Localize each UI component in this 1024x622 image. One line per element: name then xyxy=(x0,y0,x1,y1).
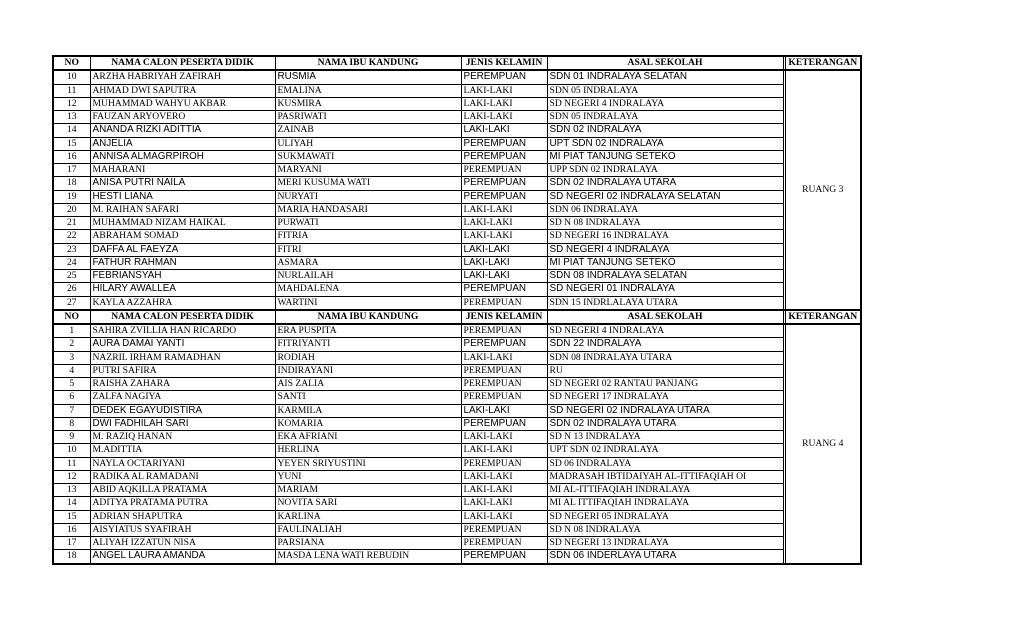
cell-ibu: PASRIWATI xyxy=(275,111,461,124)
cell-jk: PEREMPUAN xyxy=(461,296,547,310)
cell-jk: LAKI-LAKI xyxy=(461,84,547,97)
cell-nama: AISYIATUS SYAFIRAH xyxy=(90,523,275,536)
cell-nama: HILARY AWALLEA xyxy=(90,283,275,296)
table-row xyxy=(53,296,861,310)
cell-asal: SDN 05 INDRALAYA xyxy=(547,111,783,124)
table-row xyxy=(53,203,861,216)
cell-asal: SD NEGERI 02 RANTAU PANJANG xyxy=(547,378,783,391)
cell-no: 3 xyxy=(53,351,90,364)
column-gap xyxy=(783,537,785,550)
table-row xyxy=(53,111,861,124)
table-row xyxy=(53,124,861,137)
table-row xyxy=(53,484,861,497)
cell-ibu: YEYEN SRIYUSTINI xyxy=(275,457,461,470)
cell-jk: PEREMPUAN xyxy=(461,150,547,163)
table-row xyxy=(53,523,861,536)
cell-asal: MI PIAT TANJUNG SETEKO xyxy=(547,150,783,163)
cell-jk: PEREMPUAN xyxy=(461,190,547,203)
cell-jk: PEREMPUAN xyxy=(461,523,547,536)
cell-jk: LAKI-LAKI xyxy=(461,510,547,523)
cell-nama: ARZHA HABRIYAH ZAFIRAH xyxy=(90,70,275,84)
cell-jk: LAKI-LAKI xyxy=(461,97,547,110)
cell-nama: ADITYA PRATAMA PUTRA xyxy=(90,497,275,510)
cell-ibu: RUSMIA xyxy=(275,70,461,84)
cell-asal: SD N 13 INDRALAYA xyxy=(547,431,783,444)
cell-asal: SDN 06 INDERLAYA UTARA xyxy=(547,550,783,564)
column-gap xyxy=(783,497,785,510)
column-gap xyxy=(783,484,785,497)
column-gap xyxy=(783,230,785,243)
student-table-body xyxy=(53,56,861,564)
cell-ibu: WARTINI xyxy=(275,296,461,310)
column-gap xyxy=(783,164,785,177)
cell-nama: MUHAMMAD NIZAM HAIKAL xyxy=(90,217,275,230)
cell-ibu: KARLINA xyxy=(275,510,461,523)
cell-no: 19 xyxy=(53,190,90,203)
cell-asal: SD NEGERI 05 INDRALAYA xyxy=(547,510,783,523)
cell-no: 6 xyxy=(53,391,90,404)
cell-asal: RU xyxy=(547,364,783,377)
cell-asal: MADRASAH IBTIDAIYAH AL-ITTIFAQIAH OI xyxy=(547,470,783,483)
cell-jk: LAKI-LAKI xyxy=(461,111,547,124)
table-row xyxy=(53,510,861,523)
column-gap xyxy=(783,338,785,351)
cell-no: 9 xyxy=(53,431,90,444)
cell-ibu: MARIAM xyxy=(275,484,461,497)
cell-jk: PEREMPUAN xyxy=(461,137,547,150)
cell-ibu: FITRI xyxy=(275,243,461,256)
cell-ibu: ULIYAH xyxy=(275,137,461,150)
table-row xyxy=(53,351,861,364)
table-row xyxy=(53,391,861,404)
cell-jk: PEREMPUAN xyxy=(461,457,547,470)
cell-ibu: ASMARA xyxy=(275,256,461,269)
cell-no: 17 xyxy=(53,164,90,177)
cell-nama: M. RAIHAN SAFARI xyxy=(90,203,275,216)
cell-ibu: FITRIA xyxy=(275,230,461,243)
cell-jk: PEREMPUAN xyxy=(461,417,547,430)
cell-no: 20 xyxy=(53,203,90,216)
column-header-no: NO xyxy=(53,56,90,70)
cell-ibu: MARYANI xyxy=(275,164,461,177)
cell-nama: FATHUR RAHMAN xyxy=(90,256,275,269)
column-gap xyxy=(783,404,785,417)
column-header-ibu: NAMA IBU KANDUNG xyxy=(275,310,461,324)
cell-asal: SDN 08 INDRALAYA SELATAN xyxy=(547,270,783,283)
column-gap xyxy=(783,256,785,269)
cell-jk: PEREMPUAN xyxy=(461,283,547,296)
column-header-keterangan: KETERANGAN xyxy=(785,310,861,324)
column-gap xyxy=(783,296,785,310)
cell-ibu: PURWATI xyxy=(275,217,461,230)
column-header-jk: JENIS KELAMIN xyxy=(461,56,547,70)
cell-no: 7 xyxy=(53,404,90,417)
cell-asal: SD NEGERI 01 INDRALAYA xyxy=(547,283,783,296)
table-row xyxy=(53,431,861,444)
cell-jk: LAKI-LAKI xyxy=(461,256,547,269)
table-row xyxy=(53,84,861,97)
cell-jk: PEREMPUAN xyxy=(461,338,547,351)
cell-asal: SD N 08 INDRALAYA xyxy=(547,217,783,230)
cell-jk: LAKI-LAKI xyxy=(461,431,547,444)
cell-ibu: NURYATI xyxy=(275,190,461,203)
cell-nama: M.ADITTIA xyxy=(90,444,275,457)
student-table xyxy=(52,55,862,565)
table-row xyxy=(53,324,861,338)
table-row xyxy=(53,364,861,377)
cell-no: 8 xyxy=(53,417,90,430)
cell-nama: DAFFA AL FAEYZA xyxy=(90,243,275,256)
cell-no: 12 xyxy=(53,470,90,483)
cell-asal: SDN 08 INDRALAYA UTARA xyxy=(547,351,783,364)
cell-no: 18 xyxy=(53,550,90,564)
cell-jk: PEREMPUAN xyxy=(461,537,547,550)
table-row xyxy=(53,270,861,283)
column-header-ibu: NAMA IBU KANDUNG xyxy=(275,56,461,70)
column-gap xyxy=(783,283,785,296)
cell-asal: SD NEGERI 16 INDRALAYA xyxy=(547,230,783,243)
cell-asal: SD NEGERI 4 INDRALAYA xyxy=(547,243,783,256)
column-header-nama: NAMA CALON PESERTA DIDIK xyxy=(90,56,275,70)
cell-ibu: SANTI xyxy=(275,391,461,404)
table-row xyxy=(53,230,861,243)
cell-asal: SD NEGERI 02 INDRALAYA SELATAN xyxy=(547,190,783,203)
table-row xyxy=(53,283,861,296)
table-row xyxy=(53,243,861,256)
cell-ibu: RODIAH xyxy=(275,351,461,364)
cell-ibu: KARMILA xyxy=(275,404,461,417)
column-gap xyxy=(783,111,785,124)
table-row xyxy=(53,457,861,470)
cell-no: 10 xyxy=(53,70,90,84)
column-gap xyxy=(783,470,785,483)
cell-asal: SDN 15 INDRLALAYA UTARA xyxy=(547,296,783,310)
table-row xyxy=(53,217,861,230)
cell-no: 22 xyxy=(53,230,90,243)
column-gap xyxy=(783,270,785,283)
cell-nama: ANISA PUTRI NAILA xyxy=(90,177,275,190)
cell-jk: LAKI-LAKI xyxy=(461,484,547,497)
cell-asal: SDN 02 INDRALAYA xyxy=(547,124,783,137)
column-gap xyxy=(783,243,785,256)
cell-no: 10 xyxy=(53,444,90,457)
cell-jk: LAKI-LAKI xyxy=(461,497,547,510)
cell-jk: LAKI-LAKI xyxy=(461,230,547,243)
table-row xyxy=(53,97,861,110)
cell-ibu: MASDA LENA WATI REBUDIN xyxy=(275,550,461,564)
table-row xyxy=(53,177,861,190)
cell-nama: M. RAZIQ HANAN xyxy=(90,431,275,444)
cell-no: 11 xyxy=(53,84,90,97)
cell-no: 25 xyxy=(53,270,90,283)
cell-no: 2 xyxy=(53,338,90,351)
cell-asal: MI AL ITTIFAQIAH INDRALAYA xyxy=(547,497,783,510)
cell-jk: PEREMPUAN xyxy=(461,177,547,190)
cell-ibu: KUSMIRA xyxy=(275,97,461,110)
cell-asal: SDN 01 INDRALAYA SELATAN xyxy=(547,70,783,84)
cell-nama: RAISHA ZAHARA xyxy=(90,378,275,391)
column-gap xyxy=(783,190,785,203)
cell-ibu: FAULINALIAH xyxy=(275,523,461,536)
cell-nama: ABID AQKILLA PRATAMA xyxy=(90,484,275,497)
column-gap xyxy=(783,137,785,150)
cell-jk: PEREMPUAN xyxy=(461,378,547,391)
table-row xyxy=(53,150,861,163)
cell-jk: LAKI-LAKI xyxy=(461,217,547,230)
cell-no: 1 xyxy=(53,324,90,338)
cell-no: 16 xyxy=(53,523,90,536)
cell-ibu: NURLAILAH xyxy=(275,270,461,283)
cell-asal: SD 06 INDRALAYA xyxy=(547,457,783,470)
cell-jk: LAKI-LAKI xyxy=(461,270,547,283)
cell-asal: SD NEGERI 4 INDRALAYA xyxy=(547,97,783,110)
column-header-keterangan: KETERANGAN xyxy=(785,56,861,70)
cell-nama: ANGEL LAURA AMANDA xyxy=(90,550,275,564)
cell-nama: AURA DAMAI YANTI xyxy=(90,338,275,351)
cell-no: 12 xyxy=(53,97,90,110)
cell-jk: LAKI-LAKI xyxy=(461,444,547,457)
cell-nama: NAZRIL IRHAM RAMADHAN xyxy=(90,351,275,364)
table-row xyxy=(53,137,861,150)
cell-asal: UPT SDN 02 INDRALAYA xyxy=(547,444,783,457)
cell-no: 21 xyxy=(53,217,90,230)
cell-asal: SDN 22 INDRALAYA xyxy=(547,338,783,351)
cell-no: 17 xyxy=(53,537,90,550)
cell-jk: LAKI-LAKI xyxy=(461,470,547,483)
cell-nama: AHMAD DWI SAPUTRA xyxy=(90,84,275,97)
table-row xyxy=(53,550,861,564)
cell-asal: SDN 05 INDRALAYA xyxy=(547,84,783,97)
cell-ibu: MARIA HANDASARI xyxy=(275,203,461,216)
cell-nama: ADRIAN SHAPUTRA xyxy=(90,510,275,523)
column-gap xyxy=(783,217,785,230)
cell-asal: SD NEGERI 4 INDRALAYA xyxy=(547,324,783,338)
cell-nama: SAHIRA ZVILLIA HAN RICARDO xyxy=(90,324,275,338)
column-header-jk: JENIS KELAMIN xyxy=(461,310,547,324)
cell-nama: ALIYAH IZZATUN NISA xyxy=(90,537,275,550)
cell-ibu: AIS ZALIA xyxy=(275,378,461,391)
cell-no: 27 xyxy=(53,296,90,310)
cell-jk: LAKI-LAKI xyxy=(461,124,547,137)
column-gap xyxy=(783,391,785,404)
cell-nama: FEBRIANSYAH xyxy=(90,270,275,283)
table-row xyxy=(53,497,861,510)
cell-no: 4 xyxy=(53,364,90,377)
cell-nama: NAYLA OCTARIYANI xyxy=(90,457,275,470)
column-gap xyxy=(783,378,785,391)
column-gap xyxy=(783,177,785,190)
cell-asal: SDN 02 INDRALAYA UTARA xyxy=(547,177,783,190)
cell-ibu: HERLINA xyxy=(275,444,461,457)
cell-jk: PEREMPUAN xyxy=(461,550,547,564)
cell-nama: ANNISA ALMAGRPIROH xyxy=(90,150,275,163)
column-gap xyxy=(783,203,785,216)
column-gap xyxy=(783,150,785,163)
cell-asal: SDN 02 INDRALAYA UTARA xyxy=(547,417,783,430)
table-row xyxy=(53,256,861,269)
cell-nama: PUTRI SAFIRA xyxy=(90,364,275,377)
cell-ibu: KOMARIA xyxy=(275,417,461,430)
cell-nama: HESTI LIANA xyxy=(90,190,275,203)
cell-nama: ANANDA RIZKI ADITTIA xyxy=(90,124,275,137)
column-gap xyxy=(783,550,785,564)
cell-jk: LAKI-LAKI xyxy=(461,243,547,256)
table-row xyxy=(53,338,861,351)
cell-nama: RADIKA AL RAMADANI xyxy=(90,470,275,483)
keterangan-room: RUANG 4 xyxy=(785,324,861,564)
cell-nama: KAYLA AZZAHRA xyxy=(90,296,275,310)
column-header-asal: ASAL SEKOLAH xyxy=(547,56,783,70)
cell-jk: LAKI-LAKI xyxy=(461,351,547,364)
header-row xyxy=(53,56,861,70)
cell-jk: PEREMPUAN xyxy=(461,391,547,404)
column-gap xyxy=(783,523,785,536)
table-row xyxy=(53,164,861,177)
cell-no: 26 xyxy=(53,283,90,296)
cell-jk: PEREMPUAN xyxy=(461,70,547,84)
cell-nama: DWI FADHILAH SARI xyxy=(90,417,275,430)
cell-asal: MI AL-ITTIFAQIAH INDRALAYA xyxy=(547,484,783,497)
cell-nama: ABRAHAM SOMAD xyxy=(90,230,275,243)
cell-jk: PEREMPUAN xyxy=(461,164,547,177)
column-gap xyxy=(783,351,785,364)
keterangan-room: RUANG 3 xyxy=(785,70,861,310)
cell-no: 14 xyxy=(53,124,90,137)
cell-jk: PEREMPUAN xyxy=(461,324,547,338)
cell-ibu: EMALINA xyxy=(275,84,461,97)
column-gap xyxy=(783,457,785,470)
cell-no: 15 xyxy=(53,510,90,523)
cell-asal: SDN 06 INDRALAYA xyxy=(547,203,783,216)
table-row xyxy=(53,70,861,84)
column-gap xyxy=(783,431,785,444)
cell-asal: UPP SDN 02 INDRALAYA xyxy=(547,164,783,177)
cell-ibu: MERI KUSUMA WATI xyxy=(275,177,461,190)
cell-no: 24 xyxy=(53,256,90,269)
column-gap xyxy=(783,417,785,430)
column-gap xyxy=(783,364,785,377)
cell-ibu: YUNI xyxy=(275,470,461,483)
cell-nama: MUHAMMAD WAHYU AKBAR xyxy=(90,97,275,110)
cell-asal: SD NEGERI 02 INDRALAYA UTARA xyxy=(547,404,783,417)
cell-asal: SD NEGERI 13 INDRALAYA xyxy=(547,537,783,550)
cell-nama: ZALFA NAGIYA xyxy=(90,391,275,404)
column-header-nama: NAMA CALON PESERTA DIDIK xyxy=(90,310,275,324)
cell-ibu: ERA PUSPITA xyxy=(275,324,461,338)
cell-ibu: FITRIYANTI xyxy=(275,338,461,351)
table-row xyxy=(53,537,861,550)
cell-ibu: EKA AFRIANI xyxy=(275,431,461,444)
cell-no: 13 xyxy=(53,484,90,497)
column-header-asal: ASAL SEKOLAH xyxy=(547,310,783,324)
cell-ibu: ZAINAB xyxy=(275,124,461,137)
cell-no: 15 xyxy=(53,137,90,150)
cell-jk: PEREMPUAN xyxy=(461,364,547,377)
cell-no: 5 xyxy=(53,378,90,391)
column-header-no: NO xyxy=(53,310,90,324)
cell-ibu: MAHDALENA xyxy=(275,283,461,296)
table-row xyxy=(53,404,861,417)
cell-no: 23 xyxy=(53,243,90,256)
cell-ibu: SUKMAWATI xyxy=(275,150,461,163)
cell-jk: LAKI-LAKI xyxy=(461,203,547,216)
cell-no: 11 xyxy=(53,457,90,470)
cell-nama: DEDEK EGAYUDISTIRA xyxy=(90,404,275,417)
cell-nama: MAHARANI xyxy=(90,164,275,177)
cell-nama: FAUZAN ARYOVERO xyxy=(90,111,275,124)
table-row xyxy=(53,470,861,483)
header-row xyxy=(53,310,861,324)
column-gap xyxy=(783,444,785,457)
cell-ibu: NOVITA SARI xyxy=(275,497,461,510)
cell-asal: MI PIAT TANJUNG SETEKO xyxy=(547,256,783,269)
cell-ibu: INDIRAYANI xyxy=(275,364,461,377)
table-row xyxy=(53,417,861,430)
column-gap xyxy=(783,84,785,97)
cell-asal: SD N 08 INDRALAYA xyxy=(547,523,783,536)
cell-ibu: PARSIANA xyxy=(275,537,461,550)
column-gap xyxy=(783,97,785,110)
cell-nama: ANJELIA xyxy=(90,137,275,150)
cell-no: 18 xyxy=(53,177,90,190)
cell-no: 16 xyxy=(53,150,90,163)
cell-no: 14 xyxy=(53,497,90,510)
column-gap xyxy=(783,124,785,137)
cell-no: 13 xyxy=(53,111,90,124)
student-list-sheet xyxy=(52,55,862,565)
table-row xyxy=(53,444,861,457)
cell-asal: UPT SDN 02 INDRALAYA xyxy=(547,137,783,150)
table-row xyxy=(53,378,861,391)
cell-jk: LAKI-LAKI xyxy=(461,404,547,417)
column-gap xyxy=(783,510,785,523)
cell-asal: SD NEGERI 17 INDRALAYA xyxy=(547,391,783,404)
table-row xyxy=(53,190,861,203)
